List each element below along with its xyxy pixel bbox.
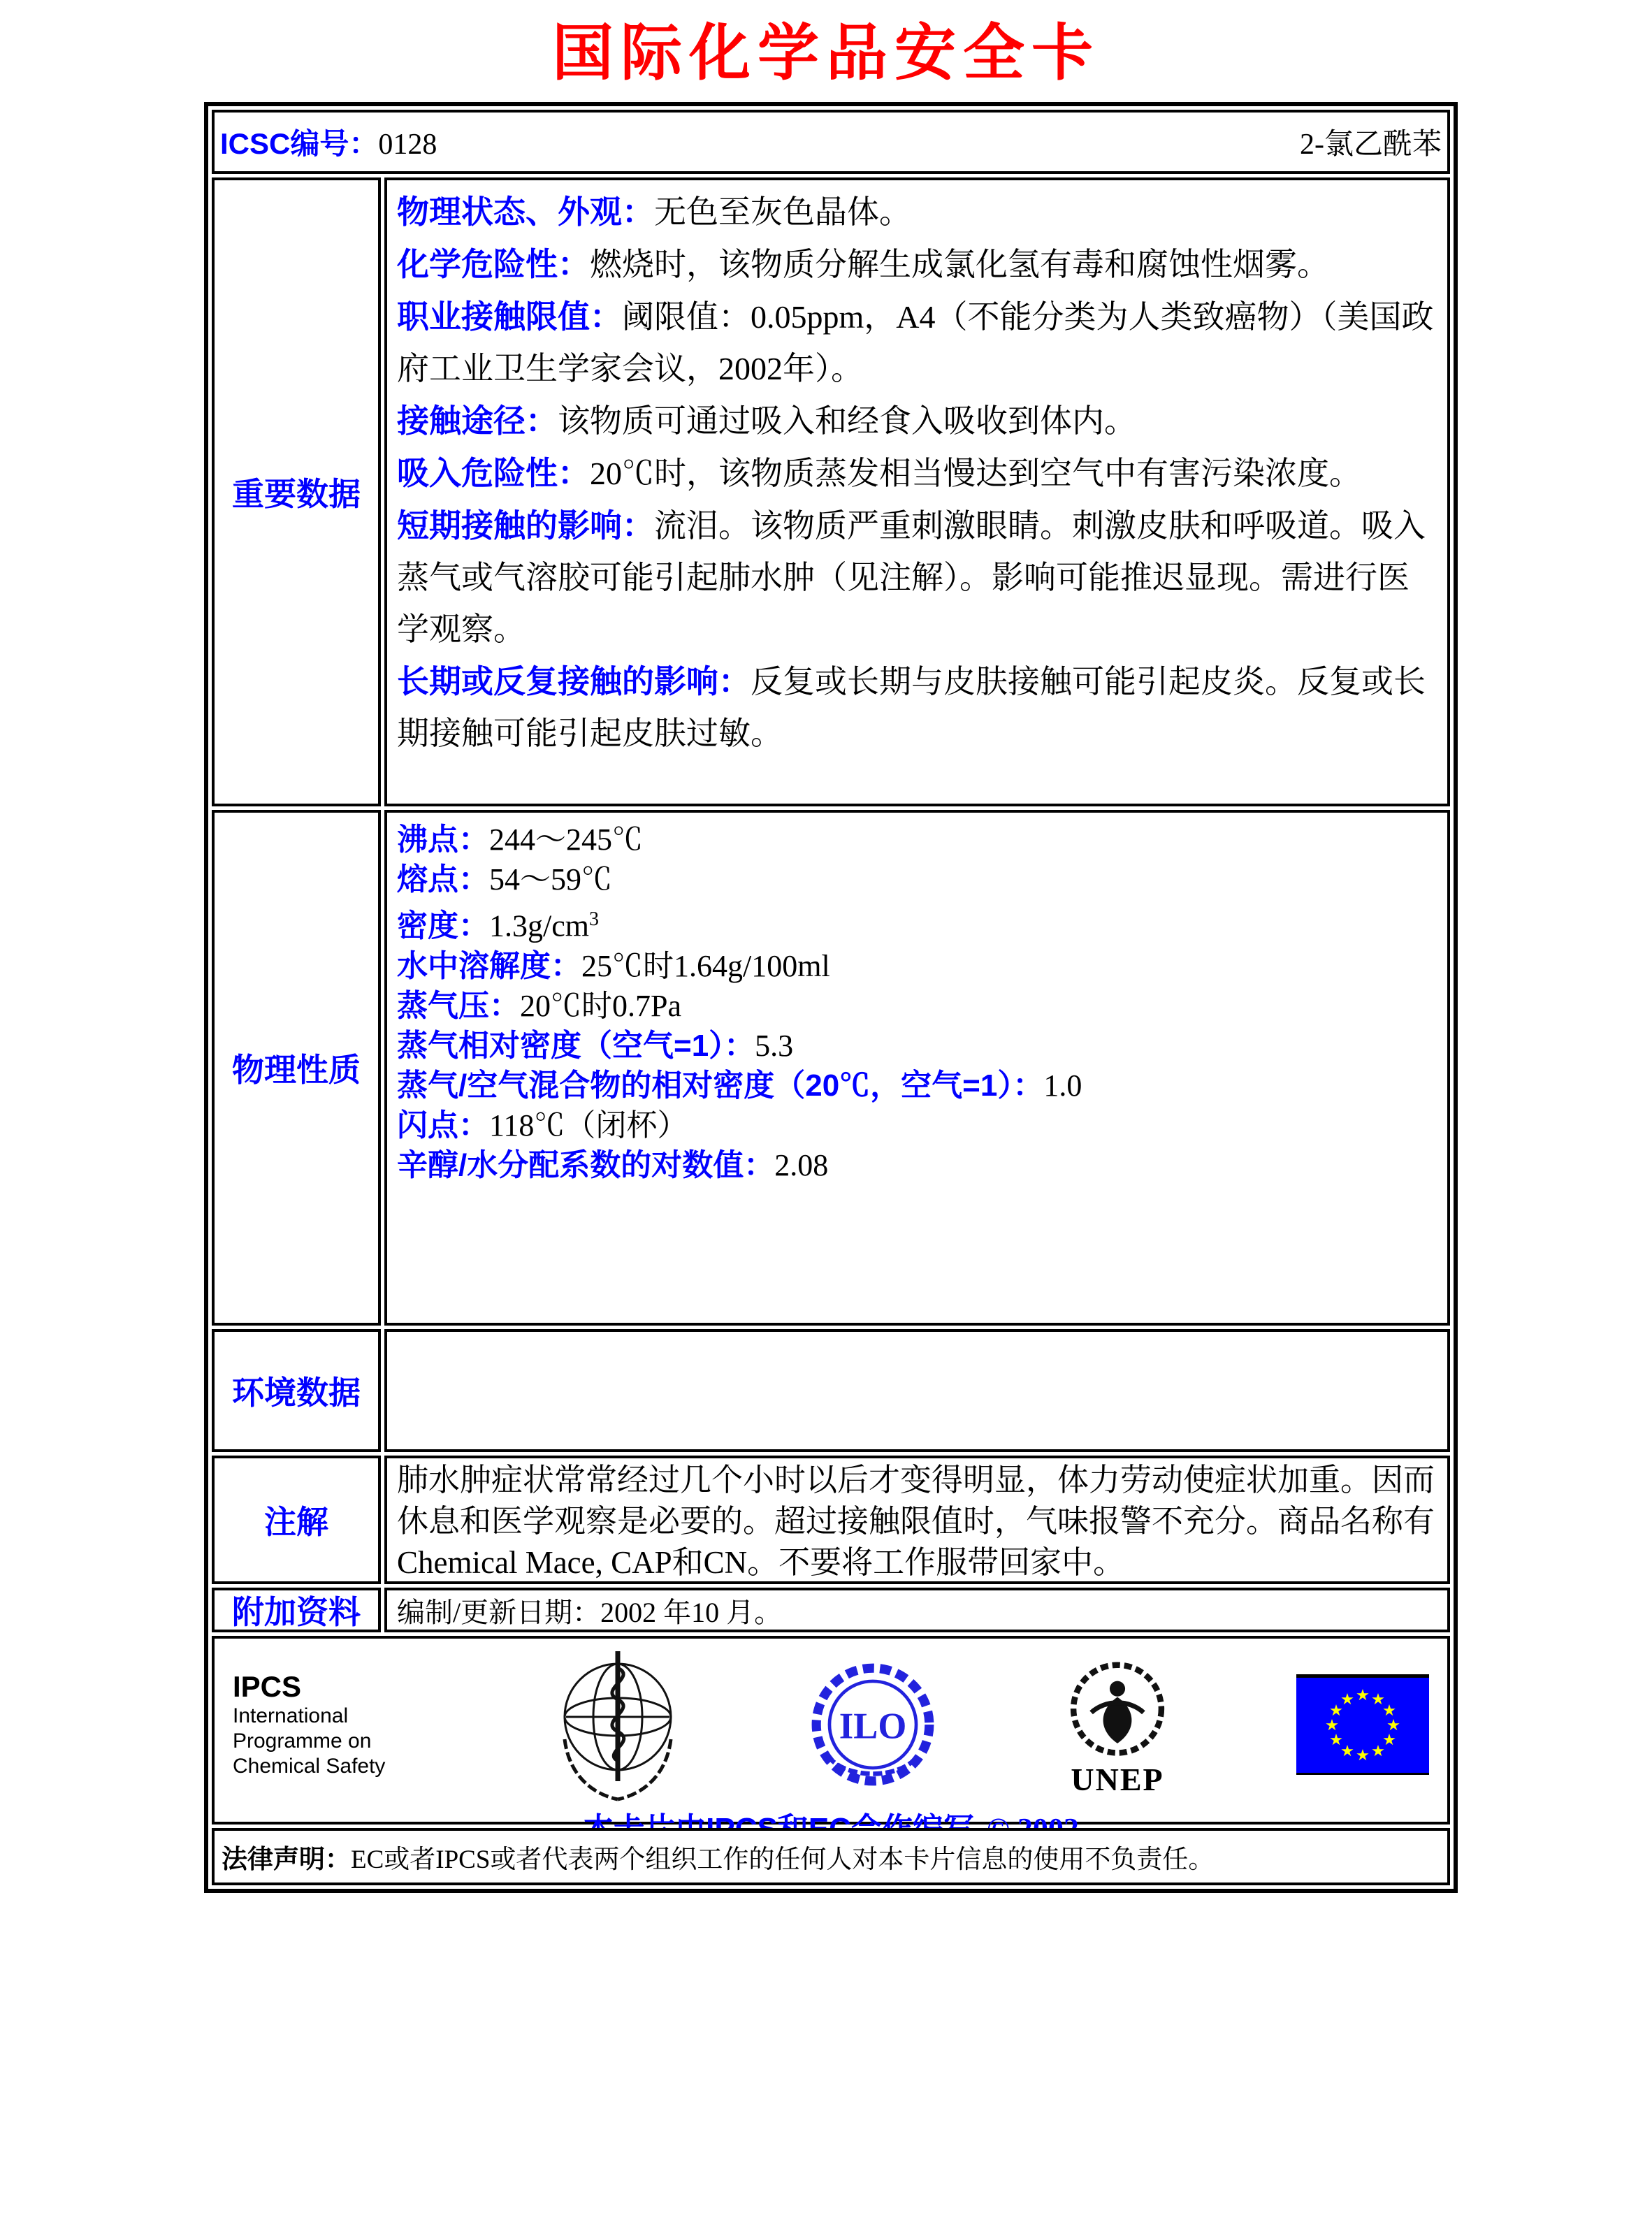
important-item-label: 物理状态、外观： xyxy=(397,194,654,230)
important-item xyxy=(397,500,1437,655)
important-item xyxy=(397,186,1437,238)
physical-item xyxy=(397,946,1437,986)
important-item-label: 职业接触限值： xyxy=(397,298,622,335)
chemical-name: 2-氯乙酰苯 xyxy=(1300,129,1442,161)
legal-statement-text: EC或者IPCS或者代表两个组织工作的任何人对本卡片信息的使用不负责任。 xyxy=(351,1845,1215,1874)
physical-item-label: 熔点： xyxy=(397,862,489,897)
important-item-label: 吸入危险性： xyxy=(397,455,590,491)
physical-item-value: 1.0 xyxy=(1043,1068,1082,1103)
physical-item-label: 蒸气压： xyxy=(397,988,520,1023)
important-item xyxy=(397,395,1437,447)
section-environmental-data xyxy=(212,1329,1450,1452)
physical-item-superscript: 3 xyxy=(588,908,599,930)
physical-item-value: 20℃时0.7Pa xyxy=(520,988,681,1023)
section-label-environment: 环境数据 xyxy=(212,1329,381,1452)
physical-item-label: 蒸气/空气混合物的相对密度（20℃，空气=1）： xyxy=(397,1068,1044,1103)
physical-item xyxy=(397,1105,1437,1145)
section-content-physical xyxy=(384,810,1450,1326)
eu-flag-icon xyxy=(1296,1674,1429,1775)
important-item-text: 反复或长期与皮肤接触可能引起皮炎。反复或长期接触可能引起皮肤过敏。 xyxy=(397,664,1426,751)
important-item-label: 短期接触的影响： xyxy=(397,507,654,544)
card-header-row xyxy=(212,110,1450,174)
section-content-notes: 肺水肿症状常常经过几个小时以后才变得明显，体力劳动使症状加重。因而休息和医学观察是必要的。超过接触限值时，气味报警不充分。商品名称有Chemical Mace, CAP和CN。不要将工作服带回家中。 xyxy=(384,1456,1450,1584)
important-item-text: 燃烧时，该物质分解生成氯化氢有毒和腐蚀性烟雾。 xyxy=(590,247,1329,282)
important-item-label: 接触途径： xyxy=(397,402,558,439)
section-content-environment xyxy=(384,1329,1450,1452)
ipcs-line-1: International xyxy=(233,1704,349,1727)
physical-item-label: 闪点： xyxy=(397,1108,489,1142)
section-label-important: 重要数据 xyxy=(212,177,381,806)
unep-logo-icon xyxy=(1058,1652,1177,1771)
physical-item-label: 蒸气相对密度（空气=1）： xyxy=(397,1028,755,1063)
physical-item xyxy=(397,820,1437,859)
section-additional-info xyxy=(212,1588,1450,1632)
physical-item xyxy=(397,1145,1437,1185)
unep-logo xyxy=(1058,1652,1177,1798)
section-physical-properties xyxy=(212,810,1450,1326)
legal-statement-row xyxy=(212,1828,1450,1885)
unep-logo-text: UNEP xyxy=(1071,1761,1164,1797)
page-title: 国际化学品安全卡 xyxy=(551,20,1100,88)
physical-item xyxy=(397,1066,1437,1105)
legal-statement-label: 法律声明： xyxy=(222,1845,351,1873)
important-item xyxy=(397,238,1437,291)
section-label-additional: 附加资料 xyxy=(212,1588,381,1632)
logos-strip xyxy=(215,1639,1447,1802)
physical-item-value: 54～59℃ xyxy=(489,862,612,897)
physical-item-label: 水中溶解度： xyxy=(397,948,581,983)
ipcs-logo-text xyxy=(233,1670,428,1779)
physical-item xyxy=(397,899,1437,946)
physical-item-value: 2.08 xyxy=(774,1147,829,1182)
important-item-text: 阈限值：0.05ppm，A4（不能分类为人类致癌物）（美国政府工业卫生学家会议，2002年）。 xyxy=(397,299,1434,386)
section-notes xyxy=(212,1456,1450,1584)
physical-item-value: 5.3 xyxy=(755,1028,794,1063)
who-logo-icon xyxy=(548,1647,688,1802)
physical-item-label: 密度： xyxy=(397,908,489,943)
physical-item-label: 沸点： xyxy=(397,822,489,857)
physical-item xyxy=(397,859,1437,899)
section-label-physical: 物理性质 xyxy=(212,810,381,1326)
important-item-label: 长期或反复接触的影响： xyxy=(397,663,751,699)
ilo-logo-icon xyxy=(807,1659,939,1790)
physical-item-label: 辛醇/水分配系数的对数值： xyxy=(397,1147,775,1182)
important-item xyxy=(397,655,1437,760)
ipcs-line-2: Programme on xyxy=(233,1729,372,1753)
icsc-number-label: ICSC编号： xyxy=(220,127,379,160)
important-item-text: 该物质可通过吸入和经食入吸收到体内。 xyxy=(558,403,1136,439)
important-item-label: 化学危险性： xyxy=(397,246,590,282)
ipcs-line-3: Chemical Safety xyxy=(233,1755,386,1778)
physical-item-value: 244～245℃ xyxy=(489,822,643,857)
important-item xyxy=(397,447,1437,500)
physical-item-value: 1.3g/cm xyxy=(489,908,589,943)
important-item-text: 无色至灰色晶体。 xyxy=(654,194,911,230)
physical-item xyxy=(397,986,1437,1026)
icsc-number-value: 0128 xyxy=(378,129,437,161)
organization-logos-panel xyxy=(212,1636,1450,1825)
important-item-text: 流泪。该物质严重刺激眼睛。刺激皮肤和呼吸道。吸入蒸气或气溶胶可能引起肺水肿（见注解）。影响可能推迟显现。需进行医学观察。 xyxy=(397,508,1426,647)
icsc-card xyxy=(204,102,1458,1893)
section-content-additional: 编制/更新日期：2002 年10 月。 xyxy=(384,1588,1450,1632)
section-important-data xyxy=(212,177,1450,806)
important-item xyxy=(397,291,1437,395)
important-item-text: 20℃时，该物质蒸发相当慢达到空气中有害污染浓度。 xyxy=(590,456,1361,491)
physical-item-value: 118℃（闭杯） xyxy=(489,1108,688,1142)
physical-item xyxy=(397,1026,1437,1066)
section-label-notes: 注解 xyxy=(212,1456,381,1584)
section-content-important xyxy=(384,177,1450,806)
ipcs-acronym: IPCS xyxy=(233,1670,302,1703)
physical-item-value: 25℃时1.64g/100ml xyxy=(581,948,830,983)
ilo-logo-text: ILO xyxy=(839,1706,907,1747)
icsc-number-group xyxy=(220,121,437,163)
